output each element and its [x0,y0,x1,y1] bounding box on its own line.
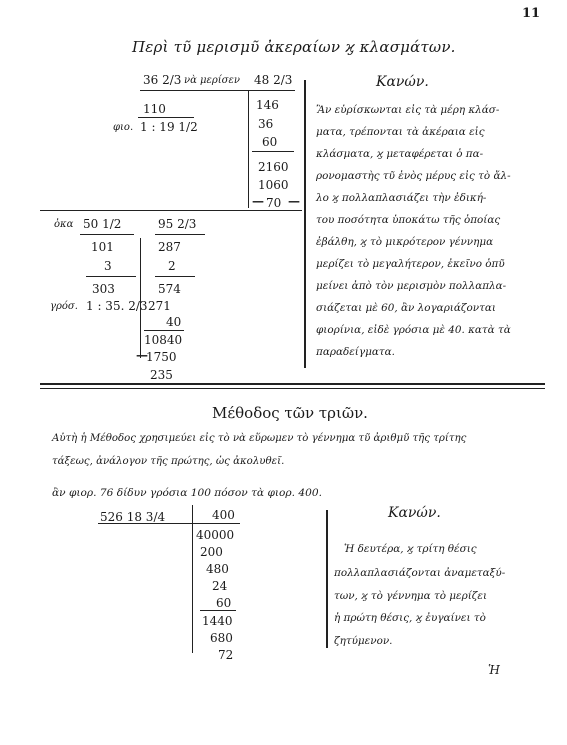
example-line: ἂν φιορ. 76 δίδυν γρόσια 100 πόσον τὰ φιορ. 400. [52,487,322,499]
calc-b-item: 146 [256,98,279,112]
rule-line: φιορίνια, εἰδὲ γρόσια μὲ 40. κατὰ τὰ [316,324,511,336]
calc-c-right: 2 [168,259,176,273]
calc-b-item: 1060 [258,178,289,192]
rule-line: μείνει ἀπὸ τὸν μερισμὸν πολλαπλα- [316,280,507,292]
calc-line [200,610,236,611]
calc-b-item: 70 [266,196,282,210]
calc-c-line [155,234,205,235]
calc-item: 24 [212,579,228,593]
calc-item: 480 [206,562,229,576]
rule2-line: ἡ πρώτη θέσις, ϗ ἐυγαίνει τὸ [334,612,486,624]
section1-rule-heading: Κανών. [376,74,429,90]
calc-item: 72 [218,648,234,662]
calc-b-item: 36 [258,117,274,131]
calc-c-right: 235 [150,368,173,382]
calc-c-line [144,330,184,331]
calc-underline [98,523,240,524]
calc-b-item: 2160 [258,160,289,174]
rule2-line: των, ϗ τὸ γέννημα τὸ μερίζει [334,590,488,602]
calc-item: 1440 [202,614,233,628]
rule-line: του ποσότητα ὑποκάτω τῆς ὁποίας [316,214,501,226]
section2-rule-heading: Κανών. [388,505,441,521]
calc-c-right: 1750 [146,350,177,364]
calc-c-line [155,276,195,277]
calc-c-right: 574 [158,282,181,296]
calc-c-line [80,234,134,235]
calc-c-line [86,276,136,277]
oka-label: ὀκα [54,219,74,230]
calc-item: 680 [210,631,233,645]
calc-b-item: 60 [262,135,278,149]
header-dividend: 36 2/3 [143,73,182,87]
rule-line: λο ϗ πολλαπλασιάζει τὴν ἐδική- [316,192,487,204]
calc-item: 60 [216,596,232,610]
calc-item: 40000 [196,528,235,542]
calc-item: 200 [200,545,223,559]
calc-c-right: 40 [166,315,182,329]
grosia-label: γρόσ. [50,301,78,312]
header-divisor: 48 2/3 [254,73,293,87]
header-underline [140,90,295,91]
calc-a-line [138,117,194,118]
catchword: Ἡ [488,663,500,677]
calc-c-left: 303 [92,282,115,296]
calc-b-vertical-rule [248,90,249,208]
rule2-divider [326,510,328,648]
rule-divider [304,80,306,368]
section2-intro: τάξεως, ἀνάλογον τῆς πρώτης, ὡς ἀκολυθεῖ. [52,456,285,467]
calc-vertical-rule [192,505,193,653]
calc-c-left: 50 1/2 [83,217,122,231]
header-mid-text: νὰ μερίσεν [184,75,240,86]
calc-left: 526 18 3/4 [100,510,166,524]
section2-intro: Αὐτὴ ἡ Μέθοδος χρησιμεύει εἰς τὸ νὰ εὕρωμεν τὸ γέννημα τῦ ἀριθμῦ τῆς τρίτης [52,433,467,444]
dash-mark: — [252,194,264,208]
calc-c-right: 10840 [144,333,183,347]
page-number: 11 [522,6,541,21]
calc-c-right: 287 [158,240,181,254]
section-separator [40,388,545,389]
calc-item: 400 [212,508,235,522]
rule-line: κλάσματα, ϗ μεταφέρεται ὁ πα- [316,148,484,160]
rule2-line: Ἡ δευτέρα, ϗ τρίτη θέσις [344,543,477,555]
rule-line: ἐβάλθη, ϗ τὸ μικρότερον γέννημα [316,236,494,248]
rule-line: μερίζει τὸ μεγαλήτερον, ἐκεῖνο ὁπῦ [316,258,505,270]
dash-mark: — [136,348,148,362]
calc-a-value: 110 [143,102,166,116]
calc-c-left: 101 [91,240,114,254]
calc-c-right: 95 2/3 [158,217,197,231]
rule-line: παραδείγματα. [316,346,395,358]
section2-title: Μέθοδος τῶν τριῶν. [212,404,368,422]
rule-line: σιάζεται μὲ 60, ἂν λογαριάζονται [316,302,496,314]
grosia-value: 1 : 35. 2/3 [86,299,148,313]
section-separator [40,383,545,385]
calc-c-left: 3 [104,259,112,273]
calc-a-label: φιο. [113,122,134,133]
section1-title: Περὶ τῦ μερισμῦ ἀκεραίων ϗ κλασμάτων. [132,38,456,56]
dash-mark: — [288,194,300,208]
calc-c-right: 271 [148,299,171,313]
calc-b-line [252,151,294,152]
rule-line: Ἂν εὑρίσκωνται εἰς τὰ μέρη κλάσ- [316,104,500,116]
calc-c-vertical-rule [140,238,141,358]
calc-separator [40,210,302,211]
rule-line: ρονομαστὴς τῦ ἑνὸς μέρυς εἰς τὸ ἄλ- [316,170,511,182]
calc-a-result: 1 : 19 1/2 [140,120,198,134]
rule-line: ματα, τρέπονται τὰ ἀκέραια εἰς [316,126,485,138]
rule2-line: πολλαπλασιάζονται ἀναμεταξύ- [334,567,506,579]
rule2-line: ζητύμενον. [334,635,393,647]
